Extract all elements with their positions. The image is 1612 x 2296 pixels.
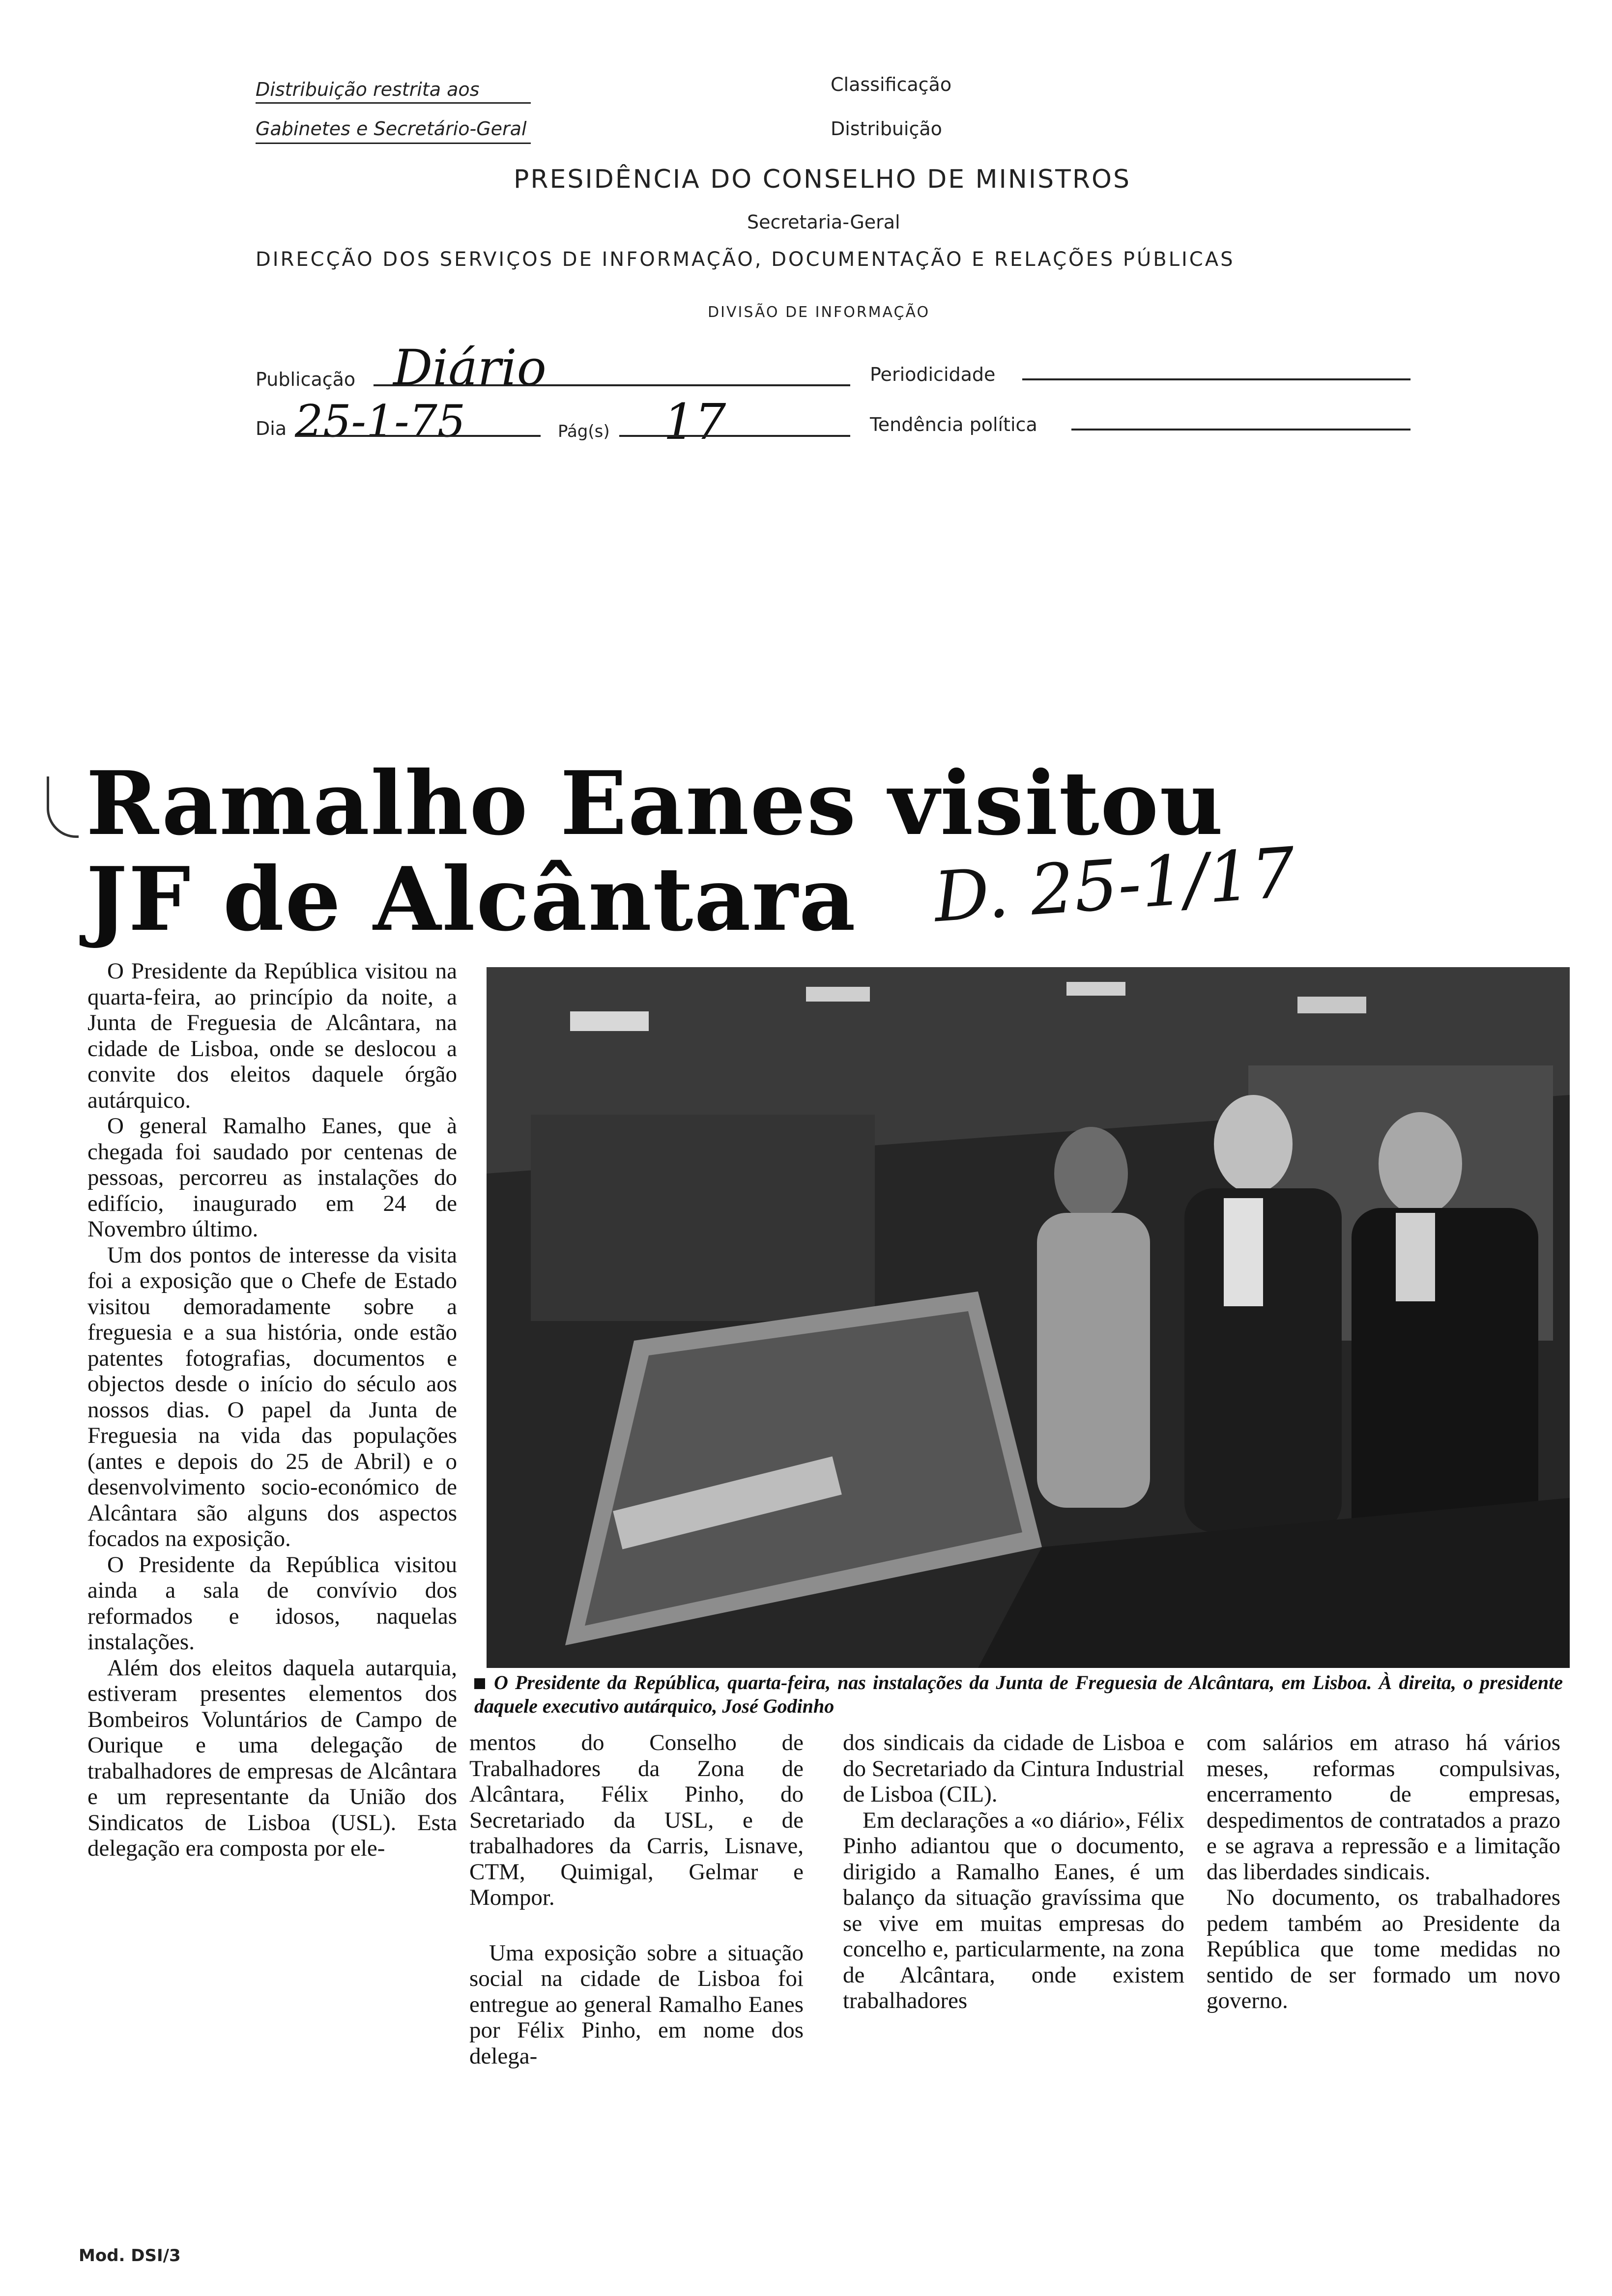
classification-label: Classificação: [831, 74, 952, 95]
secretariat-title: Secretaria-Geral: [747, 211, 900, 233]
headline-line1: Ramalho Eanes visitou: [86, 752, 1224, 855]
photo-caption: [474, 1671, 1563, 1718]
col3-paragraph: dos sindicais da cidade de Lisboa e do Secretariado da Cintura Industrial de Lisboa (CIL).: [843, 1730, 1184, 1807]
col4-paragraph: No documento, os trabalhadores pedem também ao Presidente da República que tome medidas no sentido de ser formado um novo governo.: [1207, 1885, 1560, 2013]
distribution-label: Distribuição: [831, 118, 942, 140]
distribution-underline-2: [256, 143, 531, 144]
political-tendency-line: [1071, 429, 1410, 430]
clipping-edge-mark: [47, 776, 79, 838]
page-value: 17: [663, 393, 726, 451]
political-tendency-label: Tendência política: [870, 414, 1037, 435]
distribution-restricted-line1: Distribuição restrita aos: [256, 79, 480, 100]
model-code: Mod. DSI/3: [79, 2246, 181, 2266]
periodicity-line: [1022, 378, 1410, 380]
col2-paragraph: mentos do Conselho de Trabalhadores da Zona de Alcântara, Félix Pinho, do Secretariado da USL, e de trabalhadores da Carris, Lisnave, CTM, Quimigal, Gelmar e Mompor.: [469, 1730, 804, 1910]
col2-paragraph: Uma exposição sobre a situação social na cidade de Lisboa foi entregue ao general Ramalho Eanes por Félix Pinho, em nome dos delega-: [469, 1940, 804, 2069]
division-title: DIVISÃO DE INFORMAÇÃO: [708, 304, 930, 321]
news-photo-image: [487, 967, 1570, 1668]
col1-paragraph: Um dos pontos de interesse da visita foi a exposição que o Chefe de Estado visitou demoradamente sobre a freguesia e a sua história, onde estão patentes fotografias, documentos e objectos desde o início do século aos nossos dias. O papel da Junta de Freguesia na vida das populações (antes e depois do 25 de Abril) e o desenvolvimento socio-económico de Alcântara são alguns dos aspectos focados na exposição.: [87, 1242, 457, 1551]
day-line: [295, 435, 541, 437]
day-label: Dia: [256, 418, 287, 439]
col1-paragraph: Além dos eleitos daquela autarquia, estiveram presentes elementos dos Bombeiros Voluntários de Campo de Ourique e uma delegação de trabalhadores de empresas de Alcântara e um representante da União dos Sindicatos de Lisboa (USL). Esta delegação era composta por ele-: [87, 1655, 457, 1861]
directorate-title: DIRECÇÃO DOS SERVIÇOS DE INFORMAÇÃO, DOCUMENTAÇÃO E RELAÇÕES PÚBLICAS: [256, 248, 1235, 271]
article-column-3: [843, 1730, 1184, 2014]
handwritten-annotation: D. 25-1/17: [931, 832, 1298, 938]
col1-paragraph: O Presidente da República visitou na quarta-feira, ao princípio da noite, a Junta de Freguesia de Alcântara, na cidade de Lisboa, onde se deslocou a convite dos eleitos daquele órgão autárquico.: [87, 958, 457, 1113]
col3-paragraph: Em declarações a «o diário», Félix Pinho adiantou que o documento, dirigido a Ramalho Eanes, é um balanço da situação gravíssima que se vive em muitas empresas do concelho e, particularmente, na zona de Alcântara, onde existem trabalhadores: [843, 1807, 1184, 2013]
caption-bullet-icon: [474, 1678, 485, 1689]
headline-line2: JF de Alcântara: [86, 848, 857, 950]
institution-title: PRESIDÊNCIA DO CONSELHO DE MINISTROS: [514, 165, 1131, 194]
article-column-2: [469, 1730, 804, 2069]
col1-paragraph: O general Ramalho Eanes, que à chegada foi saudado por centenas de pessoas, percorreu as instalações do edifício, inaugurado em 24 de Novembro último.: [87, 1113, 457, 1242]
distribution-restricted-line2: Gabinetes e Secretário-Geral: [256, 118, 527, 140]
publication-line: [374, 384, 850, 386]
publication-label: Publicação: [256, 369, 356, 390]
publication-value: Diário: [393, 339, 547, 397]
day-value: 25-1-75: [295, 396, 466, 447]
periodicity-label: Periodicidade: [870, 364, 996, 385]
caption-text: O Presidente da República, quarta-feira, nas instalações da Junta de Freguesia de Alcântara, em Lisboa. À direita, o presidente daquele executivo autárquico, José Godinho: [474, 1671, 1563, 1717]
news-photo: [487, 967, 1570, 1668]
col1-paragraph: O Presidente da República visitou ainda a sala de convívio dos reformados e idosos, naquelas instalações.: [87, 1551, 457, 1655]
page-label: Pág(s): [558, 422, 610, 441]
article-column-4: [1207, 1730, 1560, 2014]
col4-paragraph: com salários em atraso há vários meses, reformas compulsivas, encerramento de empresas, despedimentos de contratados a prazo e se agrava a repressão e a limitação das liberdades sindicais.: [1207, 1730, 1560, 1885]
page-line: [619, 435, 850, 437]
article-column-1: [87, 958, 457, 1862]
distribution-underline-1: [256, 102, 531, 104]
